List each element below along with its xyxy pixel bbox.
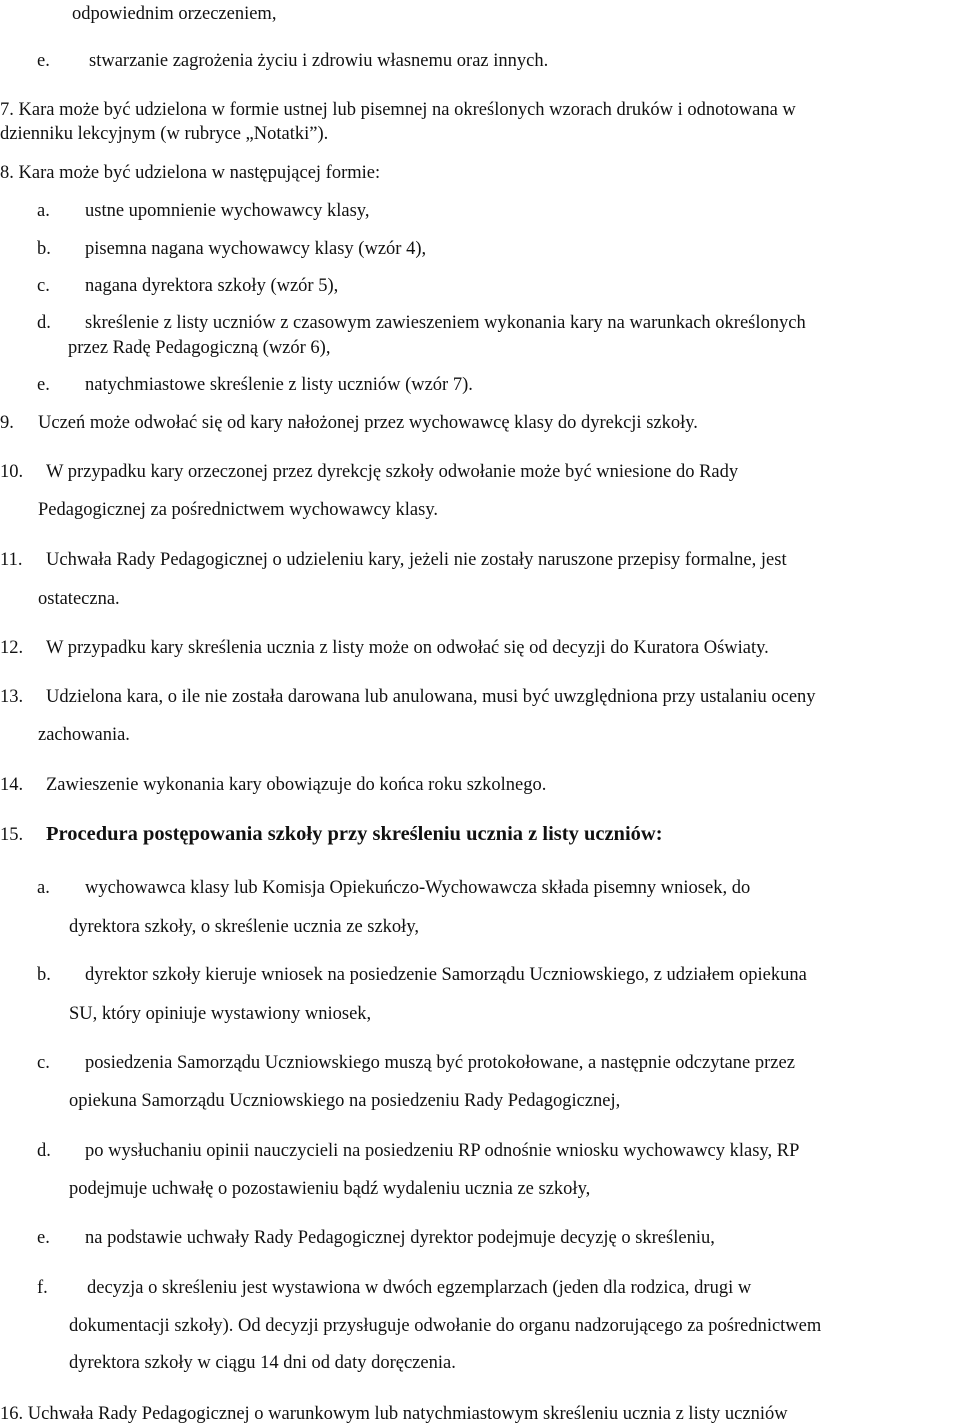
list-label-e: e. (37, 1228, 50, 1248)
list-item-text: natychmiastowe skreślenie z listy uczniów (wzór 7). (85, 375, 473, 395)
paragraph-7-line-1: 7. Kara może być udzielona w formie ustnej lub pisemnej na określonych wzorach druków i odnotowana w (0, 100, 796, 120)
paragraph-9-text: Uczeń może odwołać się od kary nałożonej przez wychowawcę klasy do dyrekcji szkoły. (38, 413, 698, 433)
list-item-text: stwarzanie zagrożenia życiu i zdrowiu własnemu oraz innych. (89, 51, 549, 71)
list-item-text: posiedzenia Samorządu Uczniowskiego muszą być protokołowane, a następnie odczytane przez (85, 1053, 795, 1073)
list-label-a: a. (37, 878, 50, 898)
list-item-text: podejmuje uchwałę o pozostawieniu bądź wydaleniu ucznia ze szkoły, (69, 1179, 591, 1199)
paragraph-13-line-2: zachowania. (38, 725, 130, 745)
list-label-a: a. (37, 201, 50, 221)
list-item-text: po wysłuchaniu opinii nauczycieli na posiedzeniu RP odnośnie wniosku wychowawcy klasy, RP (85, 1141, 800, 1161)
list-item-text: decyzja o skreśleniu jest wystawiona w dwóch egzemplarzach (jeden dla rodzica, drugi w (87, 1278, 752, 1298)
paragraph-10-line-2: Pedagogicznej za pośrednictwem wychowawcy klasy. (38, 500, 439, 520)
continuation-text: odpowiednim orzeczeniem, (72, 4, 277, 24)
list-item-text: pisemna nagana wychowawcy klasy (wzór 4), (85, 239, 427, 259)
paragraph-12-text: W przypadku kary skreślenia ucznia z listy może on odwołać się od decyzji do Kuratora Oświaty. (46, 638, 769, 658)
list-item-text: dokumentacji szkoły). Od decyzji przysługuje odwołanie do organu nadzorującego za pośrednictwem (69, 1316, 822, 1336)
list-item-text: dyrektora szkoły w ciągu 14 dni od daty doręczenia. (69, 1353, 456, 1373)
list-label-c: c. (37, 276, 50, 296)
paragraph-11-line-1: Uchwała Rady Pedagogicznej o udzieleniu kary, jeżeli nie zostały naruszone przepisy formalne, jest (46, 550, 787, 570)
list-label-d: d. (37, 1141, 51, 1161)
list-item-text: ustne upomnienie wychowawcy klasy, (85, 201, 370, 221)
list-label-f: f. (37, 1278, 48, 1298)
list-label-e: e. (37, 51, 50, 71)
list-label-b: b. (37, 965, 51, 985)
paragraph-number: 9. (0, 413, 14, 433)
list-label-d: d. (37, 313, 51, 333)
list-item-text: skreślenie z listy uczniów z czasowym zawieszeniem wykonania kary na warunkach określonych (85, 313, 806, 333)
list-item-text: przez Radę Pedagogiczną (wzór 6), (68, 338, 331, 358)
list-item-text: dyrektor szkoły kieruje wniosek na posiedzenie Samorządu Uczniowskiego, z udziałem opiekuna (85, 965, 807, 985)
list-label-b: b. (37, 239, 51, 259)
list-item-text: dyrektora szkoły, o skreślenie ucznia ze szkoły, (69, 917, 420, 937)
paragraph-number: 14. (0, 775, 24, 795)
paragraph-number: 10. (0, 462, 24, 482)
list-item-text: nagana dyrektora szkoły (wzór 5), (85, 276, 339, 296)
paragraph-13-line-1: Udzielona kara, o ile nie została darowana lub anulowana, musi być uwzględniona przy ustalaniu oceny (46, 687, 816, 707)
list-label-c: c. (37, 1053, 50, 1073)
list-label-e: e. (37, 375, 50, 395)
paragraph-number: 11. (0, 550, 23, 570)
paragraph-14-text: Zawieszenie wykonania kary obowiązuje do końca roku szkolnego. (46, 775, 547, 795)
paragraph-8-text: 8. Kara może być udzielona w następującej formie: (0, 163, 381, 183)
procedure-heading: Procedura postępowania szkoły przy skreśleniu ucznia z listy uczniów: (46, 823, 663, 845)
paragraph-16-text: 16. Uchwała Rady Pedagogicznej o warunkowym lub natychmiastowym skreśleniu ucznia z listy uczniów (0, 1404, 788, 1424)
paragraph-11-line-2: ostateczna. (38, 589, 120, 609)
paragraph-number: 15. (0, 825, 24, 845)
paragraph-number: 13. (0, 687, 24, 707)
paragraph-7-line-2: dzienniku lekcyjnym (w rubryce „Notatki”). (0, 124, 329, 144)
paragraph-10-line-1: W przypadku kary orzeczonej przez dyrekcję szkoły odwołanie może być wniesione do Rady (46, 462, 739, 482)
list-item-text: SU, który opiniuje wystawiony wniosek, (69, 1004, 372, 1024)
paragraph-number: 12. (0, 638, 24, 658)
list-item-text: na podstawie uchwały Rady Pedagogicznej dyrektor podejmuje decyzję o skreśleniu, (85, 1228, 715, 1248)
list-item-text: wychowawca klasy lub Komisja Opiekuńczo-Wychowawcza składa pisemny wniosek, do (85, 878, 751, 898)
list-item-text: opiekuna Samorządu Uczniowskiego na posiedzeniu Rady Pedagogicznej, (69, 1091, 621, 1111)
